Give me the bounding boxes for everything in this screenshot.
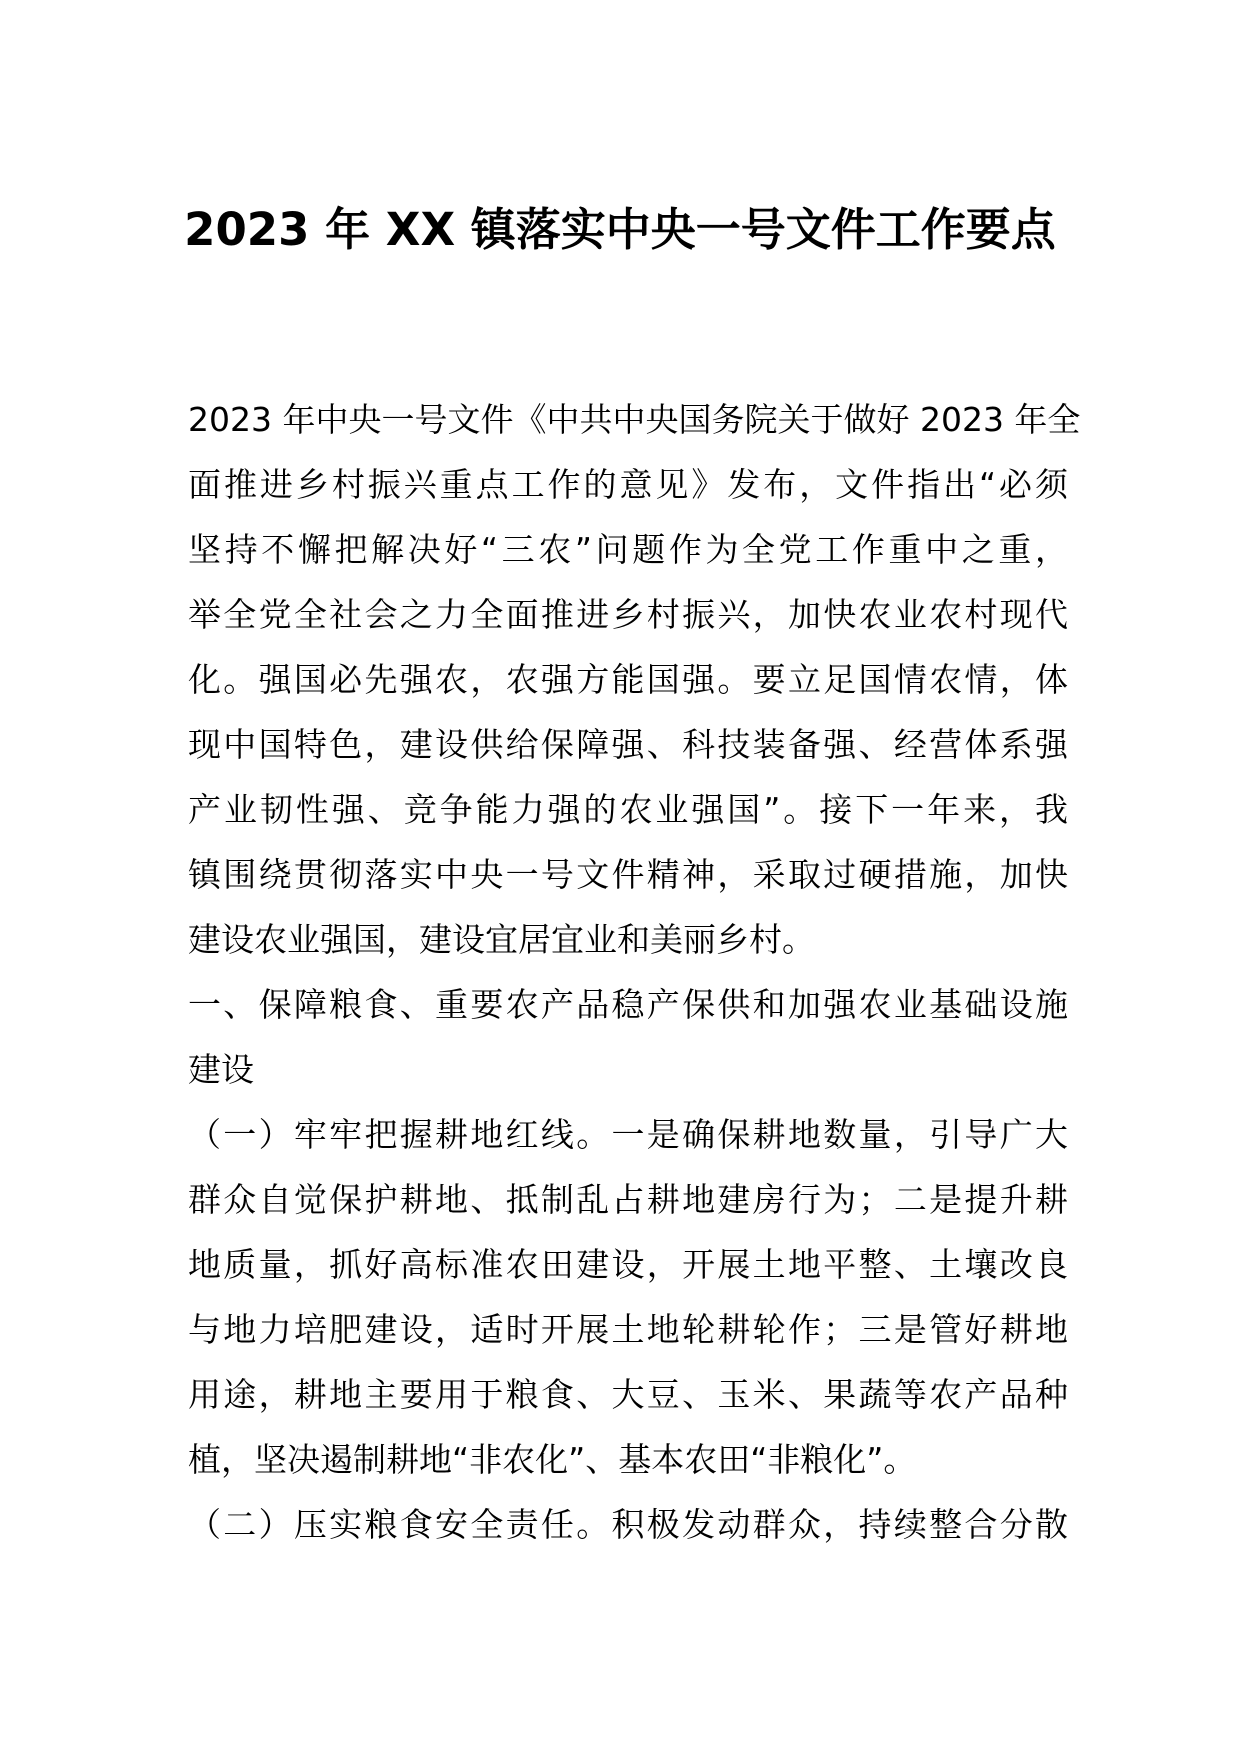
body-line: 举全党全社会之力全面推进乡村振兴，加快农业农村现代	[188, 595, 1068, 634]
body-line: 2023 年中央一号文件《中共中央国务院关于做好 2023 年全	[188, 400, 1081, 439]
body-line: 坚持不懈把解决好“三农”问题作为全党工作重中之重，	[188, 530, 1068, 569]
body-line: 建设农业强国，建设宜居宜业和美丽乡村。	[188, 920, 815, 959]
body-line: 地质量，抓好高标准农田建设，开展土地平整、土壤改良	[188, 1245, 1068, 1284]
body-line: 面推进乡村振兴重点工作的意见》发布，文件指出“必须	[188, 465, 1068, 504]
body-line: 产业韧性强、竞争能力强的农业强国”。接下一年来，我	[188, 790, 1068, 829]
document-body	[188, 387, 1081, 1557]
body-line: （一）牢牢把握耕地红线。一是确保耕地数量，引导广大	[188, 1115, 1068, 1154]
body-line: 现中国特色，建设供给保障强、科技装备强、经营体系强	[188, 725, 1068, 764]
body-line: 与地力培肥建设，适时开展土地轮耕轮作；三是管好耕地	[188, 1310, 1068, 1349]
body-line: 植，坚决遏制耕地“非农化”、基本农田“非粮化”。	[188, 1440, 917, 1479]
document-title: 2023 年 XX 镇落实中央一号文件工作要点	[184, 203, 1056, 256]
body-line: 用途，耕地主要用于粮食、大豆、玉米、果蔬等农产品种	[188, 1375, 1068, 1414]
section-heading-line: 建设	[188, 1050, 254, 1089]
body-line: （二）压实粮食安全责任。积极发动群众，持续整合分散	[188, 1505, 1068, 1544]
body-line: 镇围绕贯彻落实中央一号文件精神，采取过硬措施，加快	[188, 855, 1068, 894]
body-line: 群众自觉保护耕地、抵制乱占耕地建房行为；二是提升耕	[188, 1180, 1068, 1219]
section-heading-line: 一、保障粮食、重要农产品稳产保供和加强农业基础设施	[188, 985, 1068, 1024]
body-line: 化。强国必先强农，农强方能国强。要立足国情农情，体	[188, 660, 1068, 699]
